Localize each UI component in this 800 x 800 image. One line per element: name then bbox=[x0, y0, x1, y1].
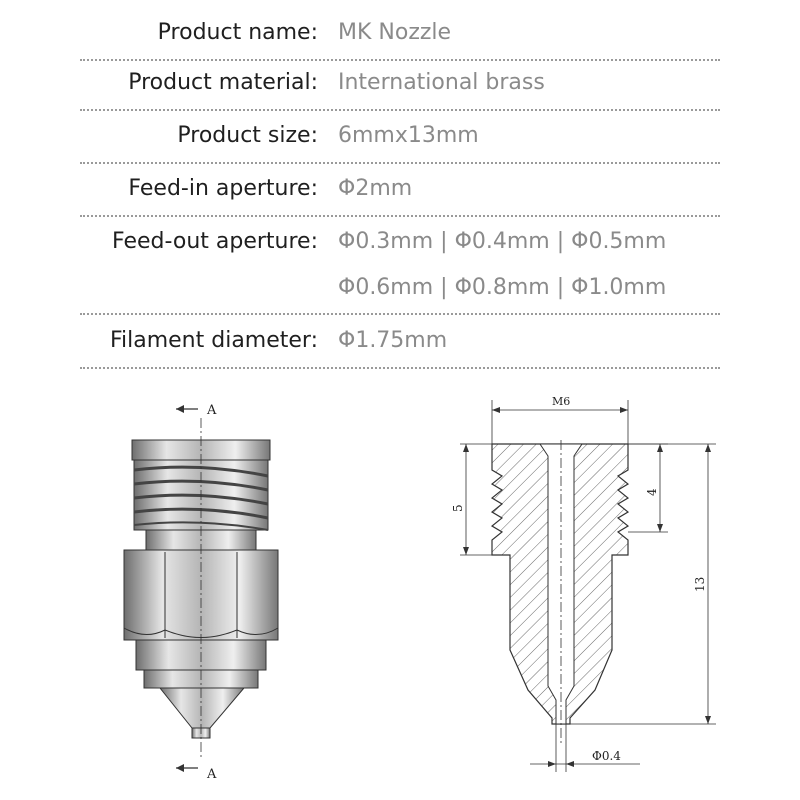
dim-thread-length-right bbox=[628, 444, 668, 532]
dim-label-m6: M6 bbox=[552, 395, 571, 408]
nozzle-section-view bbox=[451, 395, 716, 772]
dim-label-outlet: Φ0.4 bbox=[592, 749, 621, 763]
dim-label-4: 4 bbox=[645, 488, 659, 496]
section-mark-top bbox=[176, 403, 217, 418]
spec-value: 6mmx13mm bbox=[338, 123, 479, 148]
section-label-top: A bbox=[207, 403, 217, 418]
dim-label-13: 13 bbox=[693, 576, 707, 592]
spec-label: Feed-in aperture: bbox=[128, 176, 318, 201]
spec-label: Filament diameter: bbox=[109, 328, 318, 353]
spec-value: MK Nozzle bbox=[338, 20, 452, 45]
spec-value-line-1: Φ0.3mm | Φ0.4mm | Φ0.5mm bbox=[338, 229, 667, 254]
spec-value: Φ1.75mm bbox=[338, 328, 448, 353]
dim-thread-length-left bbox=[451, 444, 492, 555]
section-label-bottom: A bbox=[207, 767, 217, 782]
spec-value: Φ2mm bbox=[338, 176, 413, 201]
spec-label: Product size: bbox=[177, 123, 318, 148]
spec-label: Product name: bbox=[157, 20, 318, 45]
spec-label: Product material: bbox=[128, 70, 318, 95]
dim-label-5: 5 bbox=[451, 504, 465, 512]
spec-value: International brass bbox=[338, 70, 545, 95]
nozzle-cone-tip bbox=[160, 688, 244, 728]
nozzle-exterior-view bbox=[124, 403, 278, 782]
section-mark-bottom bbox=[176, 764, 217, 782]
spec-value-line-2: Φ0.6mm | Φ0.8mm | Φ1.0mm bbox=[338, 275, 667, 300]
dim-outlet-diameter bbox=[530, 724, 640, 772]
spec-label: Feed-out aperture: bbox=[112, 229, 318, 254]
dim-thread-diameter bbox=[492, 395, 628, 444]
